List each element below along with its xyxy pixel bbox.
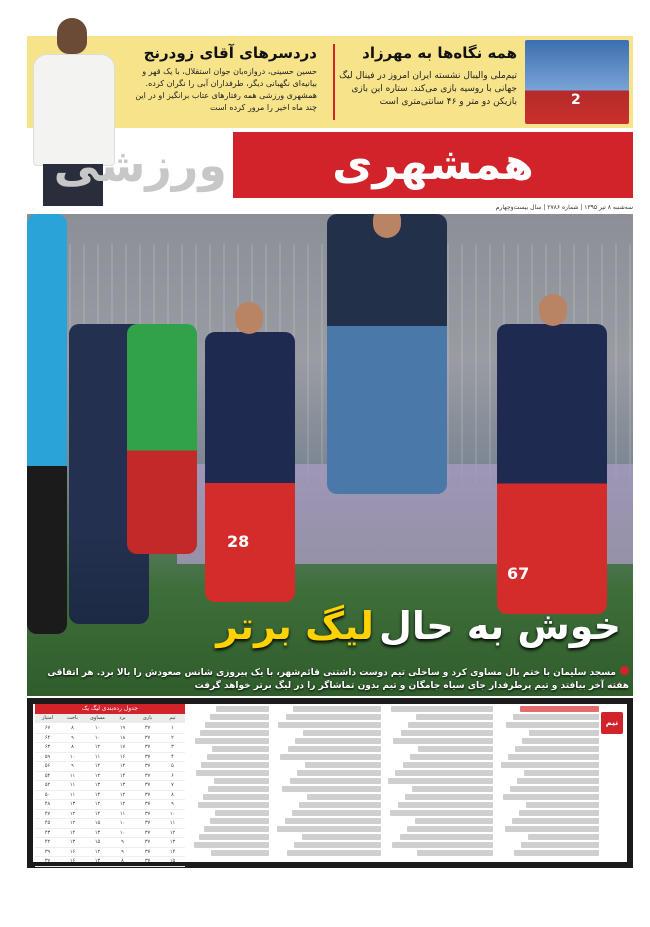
table-cell: ۱۵ xyxy=(94,820,101,826)
table-cell: ۱۲ xyxy=(94,744,101,750)
league-table-title: جدول رده‌بندی لیگ یک xyxy=(35,704,185,714)
table-cell: ۳۷ xyxy=(144,839,151,845)
table-header-cell: مساوی xyxy=(90,715,105,721)
table-cell: ۸ xyxy=(71,744,74,750)
promo-divider xyxy=(333,44,335,120)
table-cell: ۱۵ xyxy=(169,858,176,864)
table-cell: ۱۶ xyxy=(69,848,76,855)
table-cell: ۱۲ xyxy=(94,772,101,779)
jumping-coach-figure xyxy=(327,214,447,494)
table-cell: ۴۵ xyxy=(44,820,51,826)
table-cell: ۱۵ xyxy=(94,839,101,845)
table-cell: ۳۷ xyxy=(144,829,151,836)
table-row xyxy=(35,800,185,810)
player-67-figure xyxy=(497,324,607,614)
table-cell: ۳ xyxy=(171,744,174,750)
table-cell: ۱۱ xyxy=(169,820,176,826)
table-cell: ۱۳ xyxy=(94,858,101,864)
table-cell: ۱۰ xyxy=(94,734,101,741)
table-cell: ۳۹ xyxy=(44,848,51,855)
table-cell: ۳۷ xyxy=(144,772,151,779)
headline-yellow: لیگ برتر xyxy=(216,604,374,648)
promo-sub-right: تیم‌ملی والیبال نشسته ایران امروز در فینال لیگ جهانی با روسیه بازی می‌کند. ستاره این بازی بازیکن دو متر و ۴۶ سانتی‌متری است xyxy=(339,71,517,107)
table-cell: ۱ xyxy=(171,725,174,731)
table-cell: ۹ xyxy=(121,839,124,845)
headline-white: خوش به حال xyxy=(378,604,621,648)
table-cell: ۳۷ xyxy=(144,782,151,788)
table-cell: ۱۱ xyxy=(94,753,101,760)
table-cell: ۱۴ xyxy=(94,810,101,817)
table-cell: ۴ xyxy=(171,753,174,760)
article-column xyxy=(275,704,381,862)
promo-volleyball[interactable] xyxy=(333,36,633,128)
table-cell: ۱۰ xyxy=(119,829,126,836)
table-cell: ۶۴ xyxy=(44,734,51,741)
table-cell: ۱۱ xyxy=(69,782,76,788)
table-header-cell: بازی xyxy=(142,715,153,721)
hero-photo[interactable] xyxy=(27,214,633,696)
table-cell: ۱۰ xyxy=(94,725,101,731)
jersey-67: 67 xyxy=(507,564,530,583)
deck-text: مسجد سلیمان با ختم بال مساوی کرد و ساحلی تیم دوست داشتنی قائم‌شهر، با یک پیروزی شانس صعودش را بالا برد. هر اتفاقی هفته آخر بیافتد و تیم پرطرفدار جای سیاه جامگان و تیم بدون تماشاگر را در لیگ برتر خواهد گرفت xyxy=(47,668,629,691)
table-header-cell: باخت xyxy=(67,715,78,721)
table-cell: ۱۴ xyxy=(94,791,101,798)
dateline: سه‌شنبه ۸ تیر ۱۳۹۵ | شماره ۲۷۸۶ | سال بیست‌وچهارم xyxy=(495,204,633,211)
table-cell: ۹ xyxy=(171,801,174,807)
table-cell: ۱۴ xyxy=(69,829,76,836)
table-cell: ۳۷ xyxy=(44,858,51,864)
table-cell: ۱۱ xyxy=(69,791,76,798)
table-cell: ۹ xyxy=(121,848,124,855)
table-cell: ۹ xyxy=(71,763,74,769)
table-cell: ۱۳ xyxy=(94,782,101,788)
masthead-section: ورزشی xyxy=(53,138,227,192)
table-header-cell: تیم xyxy=(169,715,176,721)
lower-section xyxy=(27,698,633,868)
player-28-figure xyxy=(205,332,295,602)
masthead-title: همشهری xyxy=(233,132,633,198)
article-column xyxy=(499,704,599,862)
table-cell: ۱۳ xyxy=(169,839,176,845)
table-cell: ۵ xyxy=(171,763,174,769)
table-cell: ۱۸ xyxy=(119,734,126,741)
table-cell: ۱۲ xyxy=(119,801,126,807)
table-cell: ۶۷ xyxy=(44,725,51,731)
table-row xyxy=(35,819,185,829)
table-row xyxy=(35,857,185,867)
table-cell: ۸ xyxy=(121,858,124,864)
table-row xyxy=(35,743,185,753)
table-cell: ۷ xyxy=(171,782,174,788)
jersey-number: 2 xyxy=(571,92,581,108)
article-column xyxy=(193,704,269,862)
table-cell: ۱۳ xyxy=(69,801,76,807)
table-cell: ۱۳ xyxy=(119,782,126,788)
player-green-figure xyxy=(127,324,197,554)
section-tag: نیم xyxy=(601,712,623,734)
table-cell: ۵۶ xyxy=(44,763,51,769)
table-cell: ۱۶ xyxy=(119,753,126,760)
table-cell: ۴۸ xyxy=(44,801,51,807)
league-table[interactable] xyxy=(35,704,185,862)
table-cell: ۳۷ xyxy=(144,763,151,769)
table-row xyxy=(35,810,185,820)
table-cell: ۸ xyxy=(171,791,174,798)
table-cell: ۱۳ xyxy=(94,829,101,836)
table-row xyxy=(35,781,185,791)
table-cell: ۵۹ xyxy=(44,753,51,760)
table-cell: ۴۳ xyxy=(44,829,51,836)
table-cell: ۳۷ xyxy=(144,791,151,798)
table-cell: ۱۲ xyxy=(94,848,101,855)
masthead xyxy=(27,132,633,202)
newspaper-front-page xyxy=(27,36,633,868)
table-cell: ۱۱ xyxy=(69,772,76,779)
table-cell: ۱۲ xyxy=(94,801,101,807)
promo-headline-left: دردسرهای آقای زودرنج xyxy=(143,44,317,62)
table-cell: ۱۷ xyxy=(119,744,126,750)
table-cell: ۳۷ xyxy=(144,744,151,750)
volleyball-player-photo xyxy=(525,40,629,124)
table-cell: ۶۳ xyxy=(44,744,51,750)
table-cell: ۱۴ xyxy=(94,763,101,769)
table-cell: ۱۳ xyxy=(69,839,76,845)
table-row xyxy=(35,829,185,839)
table-cell: ۱۴ xyxy=(119,763,126,769)
referee-figure xyxy=(27,214,67,634)
table-cell: ۱۲ xyxy=(69,820,76,826)
table-cell: ۱۲ xyxy=(69,810,76,817)
promo-sub-left: حسین حسینی، دروازه‌بان جوان استقلال، با یک قهر و بیانیه‌ای نگهبانی دیگر، طرفداران آبی را نگران کرده. همشهری ورزشی همه رفتارهای عتاب برانگیز او در این چند ماه اخیر را مرور کرده است xyxy=(135,67,317,112)
table-cell: ۱۱ xyxy=(119,810,126,817)
table-cell: ۲ xyxy=(171,734,174,741)
table-cell: ۵۰ xyxy=(44,791,51,798)
table-cell: ۶ xyxy=(171,772,174,779)
table-row xyxy=(35,838,185,848)
table-row xyxy=(35,848,185,858)
table-cell: ۱۰ xyxy=(169,810,176,817)
table-cell: ۳۷ xyxy=(144,858,151,864)
main-headline[interactable] xyxy=(216,604,621,648)
table-cell: ۱۲ xyxy=(119,791,126,798)
table-row xyxy=(35,772,185,782)
table-row xyxy=(35,791,185,801)
table-cell: ۴۷ xyxy=(44,810,51,817)
table-cell: ۹ xyxy=(71,734,74,741)
table-cell: ۳۷ xyxy=(144,848,151,855)
table-row xyxy=(35,724,185,734)
table-row xyxy=(35,762,185,772)
table-row xyxy=(35,753,185,763)
table-cell: ۳۷ xyxy=(144,753,151,760)
bullet-icon xyxy=(620,666,629,675)
table-cell: ۵۲ xyxy=(44,782,51,788)
table-cell: ۱۰ xyxy=(119,820,126,826)
headline-deck xyxy=(29,666,629,693)
table-cell: ۱۲ xyxy=(169,829,176,836)
table-cell: ۱۴ xyxy=(169,848,176,855)
promo-headline-right: همه نگاه‌ها به مهرزاد xyxy=(362,44,517,62)
table-cell: ۸ xyxy=(71,725,74,731)
table-cell: ۳۷ xyxy=(144,820,151,826)
league-table-rows xyxy=(35,724,185,867)
league-table-head xyxy=(35,714,185,723)
table-cell: ۱۹ xyxy=(119,725,126,731)
table-cell: ۵۴ xyxy=(44,772,51,779)
table-cell: ۳۷ xyxy=(144,725,151,731)
jersey-28: 28 xyxy=(227,532,250,551)
table-header-cell: امتیاز xyxy=(41,715,54,721)
table-row xyxy=(35,734,185,744)
table-cell: ۱۶ xyxy=(69,858,76,864)
table-cell: ۳۷ xyxy=(144,801,151,807)
table-header-cell: برد xyxy=(119,715,126,721)
table-cell: ۳۷ xyxy=(144,734,151,741)
table-cell: ۱۴ xyxy=(119,772,126,779)
table-cell: ۱۰ xyxy=(69,753,76,760)
article-column xyxy=(387,704,493,862)
table-cell: ۳۷ xyxy=(144,810,151,817)
table-cell: ۴۲ xyxy=(44,839,51,845)
